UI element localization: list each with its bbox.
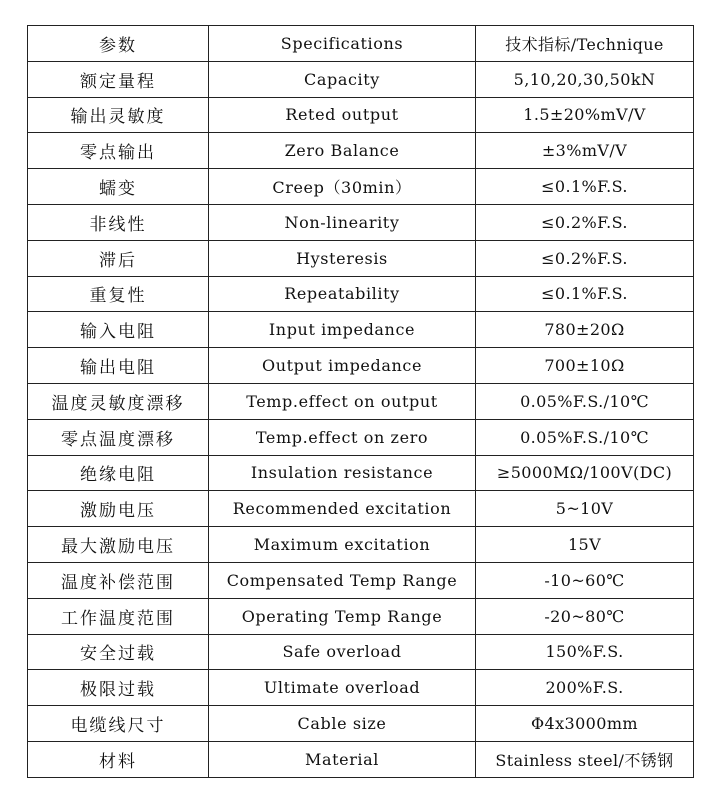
table-row	[28, 491, 694, 527]
value-cell: -20~80℃	[476, 598, 694, 634]
english-label-cell: Insulation resistance	[209, 455, 476, 491]
chinese-label-cell: 零点输出	[28, 133, 209, 169]
value-cell: Stainless steel/不锈钢	[476, 741, 694, 777]
english-label-cell: Temp.effect on zero	[209, 419, 476, 455]
table-row	[28, 706, 694, 742]
table-header-row	[28, 26, 694, 62]
table-row	[28, 527, 694, 563]
value-cell: 0.05%F.S./10℃	[476, 419, 694, 455]
table-row	[28, 383, 694, 419]
chinese-label-cell: 温度灵敏度漂移	[28, 383, 209, 419]
value-cell: Φ4x3000mm	[476, 706, 694, 742]
table-row	[28, 562, 694, 598]
value-cell: ±3%mV/V	[476, 133, 694, 169]
value-cell: ≤0.2%F.S.	[476, 240, 694, 276]
chinese-label-cell: 输出电阻	[28, 348, 209, 384]
english-label-cell: Output impedance	[209, 348, 476, 384]
chinese-label-cell: 参数	[28, 26, 209, 62]
chinese-label-cell: 滞后	[28, 240, 209, 276]
english-label-cell: Temp.effect on output	[209, 383, 476, 419]
english-label-cell: Operating Temp Range	[209, 598, 476, 634]
english-label-cell: Repeatability	[209, 276, 476, 312]
table-row	[28, 419, 694, 455]
english-label-cell: Ultimate overload	[209, 670, 476, 706]
table-row	[28, 133, 694, 169]
english-label-cell: Input impedance	[209, 312, 476, 348]
spec-table	[27, 25, 694, 778]
value-cell: 1.5±20%mV/V	[476, 97, 694, 133]
table-row	[28, 634, 694, 670]
table-row	[28, 312, 694, 348]
chinese-label-cell: 激励电压	[28, 491, 209, 527]
chinese-label-cell: 工作温度范围	[28, 598, 209, 634]
english-label-cell: Maximum excitation	[209, 527, 476, 563]
chinese-label-cell: 额定量程	[28, 61, 209, 97]
english-label-cell: Cable size	[209, 706, 476, 742]
value-cell: 5,10,20,30,50kN	[476, 61, 694, 97]
chinese-label-cell: 零点温度漂移	[28, 419, 209, 455]
table-row	[28, 276, 694, 312]
english-label-cell: Material	[209, 741, 476, 777]
table-row	[28, 204, 694, 240]
table-row	[28, 670, 694, 706]
value-cell: 5~10V	[476, 491, 694, 527]
value-cell: 150%F.S.	[476, 634, 694, 670]
chinese-label-cell: 安全过载	[28, 634, 209, 670]
chinese-label-cell: 材料	[28, 741, 209, 777]
chinese-label-cell: 绝缘电阻	[28, 455, 209, 491]
table-row	[28, 169, 694, 205]
chinese-label-cell: 输入电阻	[28, 312, 209, 348]
chinese-label-cell: 重复性	[28, 276, 209, 312]
table-row	[28, 598, 694, 634]
table-row	[28, 741, 694, 777]
value-cell: -10~60℃	[476, 562, 694, 598]
value-cell: ≤0.2%F.S.	[476, 204, 694, 240]
chinese-label-cell: 极限过载	[28, 670, 209, 706]
english-label-cell: Recommended excitation	[209, 491, 476, 527]
english-label-cell: Hysteresis	[209, 240, 476, 276]
table-row	[28, 348, 694, 384]
chinese-label-cell: 电缆线尺寸	[28, 706, 209, 742]
value-cell: ≤0.1%F.S.	[476, 276, 694, 312]
english-label-cell: Compensated Temp Range	[209, 562, 476, 598]
value-cell: 技术指标/Technique	[476, 26, 694, 62]
english-label-cell: Safe overload	[209, 634, 476, 670]
english-label-cell: Capacity	[209, 61, 476, 97]
chinese-label-cell: 蠕变	[28, 169, 209, 205]
chinese-label-cell: 输出灵敏度	[28, 97, 209, 133]
table-row	[28, 97, 694, 133]
table-row	[28, 240, 694, 276]
chinese-label-cell: 温度补偿范围	[28, 562, 209, 598]
chinese-label-cell: 最大激励电压	[28, 527, 209, 563]
spec-table-body	[28, 26, 694, 778]
chinese-label-cell: 非线性	[28, 204, 209, 240]
table-row	[28, 455, 694, 491]
value-cell: 700±10Ω	[476, 348, 694, 384]
english-label-cell: Zero Balance	[209, 133, 476, 169]
english-label-cell: Creep（30min）	[209, 169, 476, 205]
value-cell: 15V	[476, 527, 694, 563]
table-row	[28, 61, 694, 97]
value-cell: 0.05%F.S./10℃	[476, 383, 694, 419]
value-cell: ≥5000MΩ/100V(DC)	[476, 455, 694, 491]
value-cell: 200%F.S.	[476, 670, 694, 706]
value-cell: ≤0.1%F.S.	[476, 169, 694, 205]
english-label-cell: Reted output	[209, 97, 476, 133]
english-label-cell: Specifications	[209, 26, 476, 62]
english-label-cell: Non-linearity	[209, 204, 476, 240]
value-cell: 780±20Ω	[476, 312, 694, 348]
